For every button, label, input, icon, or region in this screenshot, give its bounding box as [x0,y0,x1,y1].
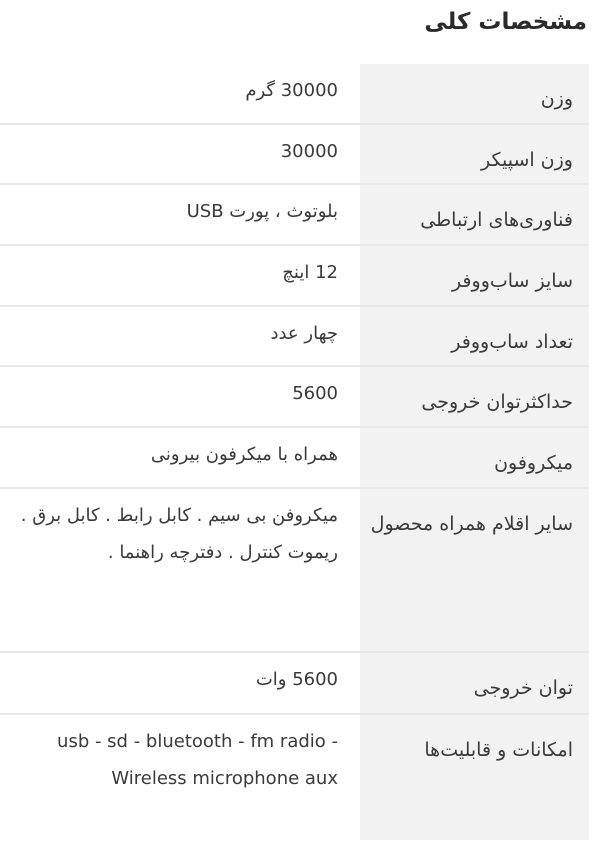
spec-row-output-power [0,653,589,715]
spec-value: 5600 وات [255,669,338,690]
spec-key: فناوری‌های ارتباطی [360,185,589,244]
spec-row-microphone [0,428,589,489]
section-title: مشخصات کلی [424,9,587,35]
spec-row-speaker-weight [0,125,589,185]
spec-row-features [0,715,589,840]
spec-value: بلوتوث ، پورت USB [186,201,338,222]
spec-value: چهار عدد [270,323,338,344]
spec-key: سایر اقلام همراه محصول [360,489,589,651]
spec-table [0,64,589,840]
spec-value: 30000 گرم [245,80,338,101]
spec-row-subwoofer-count [0,307,589,367]
spec-key: تعداد ساب‌ووفر [360,307,589,365]
spec-key: حداکثرتوان خروجی [360,367,589,426]
spec-value: 12 اینچ [282,262,338,283]
spec-key: سایز ساب‌ووفر [360,246,589,305]
spec-value: همراه با میکرفون بیرونی [150,444,338,465]
spec-value: میکروفن بی سیم . کابل رابط . کابل برق . ریموت کنترل . دفترچه راهنما . [20,505,338,563]
spec-row-connectivity [0,185,589,246]
spec-value: 5600 [292,383,338,404]
spec-value: 30000 [280,141,338,162]
spec-row-included-items [0,489,589,653]
spec-value: usb - sd - bluetooth - fm radio - Wireless microphone aux [57,731,338,789]
spec-key: وزن اسپیکر [360,125,589,183]
spec-row-weight [0,64,589,125]
spec-key: وزن [360,64,589,123]
spec-key: میکروفون [360,428,589,487]
spec-key: امکانات و قابلیت‌ها [360,715,589,840]
spec-key: توان خروجی [360,653,589,713]
spec-row-subwoofer-size [0,246,589,307]
spec-row-max-output-power [0,367,589,428]
